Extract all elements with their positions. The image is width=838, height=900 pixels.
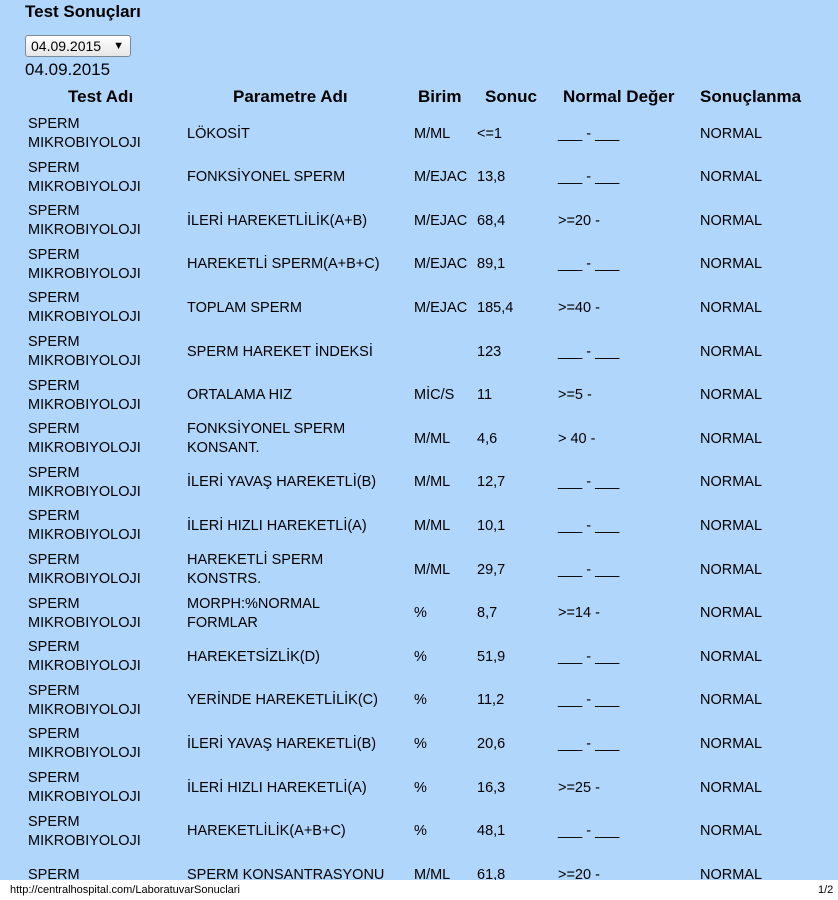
table-row [0,199,838,243]
cell-test-name: SPERM MIKROBIYOLOJI [28,813,141,849]
cell-normal-value: ___ - ___ [558,823,620,840]
cell-test-name: SPERM MIKROBIYOLOJI [28,290,141,326]
cell-normal-value: > 40 - [558,430,596,447]
table-row [0,766,838,810]
cell-test-name: SPERM [28,866,80,880]
selected-date-label: 04.09.2015 [25,60,111,79]
table-row [0,417,838,461]
cell-test-name: SPERM MIKROBIYOLOJI [28,595,141,631]
header-unit: Birim [418,87,462,106]
cell-result: 12,7 [477,474,506,491]
cell-parameter-name: YERİNDE HAREKETLİLİK(C) [187,692,378,709]
cell-test-name: SPERM MIKROBIYOLOJI [28,377,141,413]
cell-test-name: SPERM MIKROBIYOLOJI [28,464,141,500]
cell-test-name: SPERM MIKROBIYOLOJI [28,421,141,457]
cell-unit: M/ML [414,430,451,447]
cell-test-name: SPERM MIKROBIYOLOJI [28,246,141,282]
cell-normal-value: >=25 - [558,779,600,796]
cell-result: 11 [477,387,493,404]
cell-test-name: SPERM MIKROBIYOLOJI [28,726,141,762]
cell-normal-value: >=40 - [558,299,600,316]
cell-result: 61,8 [477,866,506,880]
cell-parameter-name: HAREKETLİ SPERM KONSTRS. [187,552,324,587]
cell-test-name: SPERM MIKROBIYOLOJI [28,334,141,369]
cell-unit: % [414,605,427,622]
table-row [0,810,838,854]
date-select-value: 04.09.2015 [31,38,102,54]
cell-parameter-name: FONKSİYONEL SPERM [187,169,346,186]
cell-result: 68,4 [477,212,506,229]
header-result: Sonuc [485,87,537,106]
cell-parameter-name: FONKSİYONEL SPERM KONSANT. [187,421,346,457]
cell-normal-value: ___ - ___ [558,648,620,665]
cell-status: NORMAL [700,256,763,273]
cell-status: NORMAL [700,343,763,360]
chevron-down-icon: ▼ [113,40,124,52]
cell-parameter-name: İLERİ HAREKETLİLİK(A+B) [187,212,368,229]
cell-parameter-name: İLERİ HIZLI HAREKETLİ(A) [187,517,367,534]
table-row [0,286,838,330]
cell-normal-value: ___ - ___ [558,517,620,534]
table-row [0,504,838,548]
cell-test-name: SPERM MIKROBIYOLOJI [28,508,141,544]
cell-normal-value: ___ - ___ [558,561,620,578]
cell-status: NORMAL [700,430,763,447]
header-test-name: Test Adı [68,87,134,106]
cell-unit: M/EJAC [414,299,468,316]
cell-result: 8,7 [477,605,498,622]
table-row [0,548,838,592]
cell-result: 89,1 [477,256,506,273]
table-row [0,679,838,723]
cell-unit: % [414,779,427,796]
cell-result: 29,7 [477,561,506,578]
cell-normal-value: >=20 - [558,866,600,880]
table-row [0,243,838,287]
cell-parameter-name: İLERİ YAVAŞ HAREKETLİ(B) [187,735,377,752]
cell-normal-value: ___ - ___ [558,169,620,186]
table-row [0,156,838,200]
date-select[interactable] [25,35,131,57]
table-row [0,592,838,636]
cell-unit: MİC/S [414,387,455,404]
cell-test-name: SPERM MIKROBIYOLOJI [28,639,141,675]
cell-unit [414,330,476,374]
cell-result: <=1 [477,125,502,142]
cell-parameter-name: İLERİ YAVAŞ HAREKETLİ(B) [187,474,377,491]
header-status: Sonuçlanma [700,87,802,106]
cell-unit: M/ML [414,517,451,534]
cell-unit: M/ML [414,866,451,880]
cell-normal-value: ___ - ___ [558,343,620,360]
cell-unit: % [414,692,427,709]
cell-status: NORMAL [700,735,763,752]
cell-result: 10,1 [477,517,506,534]
cell-unit: M/ML [414,561,451,578]
cell-normal-value: >=20 - [558,212,600,229]
cell-status: NORMAL [700,823,763,840]
cell-result: 48,1 [477,823,506,840]
table-row [0,853,838,880]
cell-status: NORMAL [700,474,763,491]
cell-status: NORMAL [700,561,763,578]
page-title: Test Sonuçları [25,2,141,21]
cell-result: 13,8 [477,169,506,186]
cell-parameter-name: HAREKETSİZLİK(D) [187,648,320,665]
cell-status: NORMAL [700,779,763,796]
cell-normal-value: >=5 - [558,387,592,404]
cell-status: NORMAL [700,517,763,534]
cell-normal-value: >=14 - [558,605,600,622]
cell-result: 20,6 [477,735,506,752]
cell-parameter-name: TOPLAM SPERM [187,299,302,316]
cell-normal-value: ___ - ___ [558,256,620,273]
cell-status: NORMAL [700,169,763,186]
cell-test-name: SPERM MIKROBIYOLOJI [28,552,141,587]
cell-status: NORMAL [700,692,763,709]
footer-page-number: 1/2 [818,884,834,896]
cell-parameter-name: HAREKETLİ SPERM(A+B+C) [187,256,380,273]
table-row [0,635,838,679]
table-row [0,374,838,418]
cell-status: NORMAL [700,648,763,665]
cell-unit: % [414,735,427,752]
cell-normal-value: ___ - ___ [558,735,620,752]
table-row [0,112,838,156]
cell-status: NORMAL [700,387,763,404]
cell-unit: % [414,648,427,665]
header-parameter-name: Parametre Adı [233,87,348,106]
cell-test-name: SPERM MIKROBIYOLOJI [28,770,141,805]
cell-normal-value: ___ - ___ [558,474,620,491]
cell-test-name: SPERM MIKROBIYOLOJI [28,159,141,195]
table-row [0,461,838,505]
cell-unit: M/ML [414,474,451,491]
cell-parameter-name: İLERİ HIZLI HAREKETLİ(A) [187,779,367,796]
cell-result: 185,4 [477,299,514,316]
cell-normal-value: ___ - ___ [558,125,620,142]
cell-unit: M/EJAC [414,212,468,229]
cell-normal-value: ___ - ___ [558,692,620,709]
cell-status: NORMAL [700,605,763,622]
table-row [0,330,838,374]
cell-test-name: SPERM MIKROBIYOLOJI [28,203,141,239]
cell-parameter-name: HAREKETLİLİK(A+B+C) [187,823,346,840]
cell-result: 51,9 [477,648,506,665]
cell-status: NORMAL [700,866,763,880]
cell-parameter-name: ORTALAMA HIZ [187,387,293,404]
cell-unit: M/EJAC [414,256,468,273]
header-normal-value: Normal Değer [563,87,675,106]
cell-parameter-name: SPERM HAREKET İNDEKSİ [187,343,373,360]
cell-result: 11,2 [477,692,505,709]
table-row [0,722,838,766]
cell-status: NORMAL [700,299,763,316]
cell-result: 4,6 [477,430,498,447]
cell-unit: M/EJAC [414,169,468,186]
footer-url: http://centralhospital.com/LaboratuvarSonuclari [10,884,240,896]
cell-parameter-name: MORPH:%NORMAL FORMLAR [187,595,320,631]
cell-test-name: SPERM MIKROBIYOLOJI [28,682,141,718]
cell-parameter-name: LÖKOSİT [187,125,250,142]
cell-test-name: SPERM MIKROBIYOLOJI [28,116,141,151]
cell-parameter-name: SPERM KONSANTRASYONU [187,866,385,880]
cell-unit: % [414,823,427,840]
cell-result: 123 [477,343,502,360]
cell-status: NORMAL [700,212,763,229]
cell-result: 16,3 [477,779,506,796]
cell-unit: M/ML [414,125,451,142]
cell-status: NORMAL [700,125,763,142]
